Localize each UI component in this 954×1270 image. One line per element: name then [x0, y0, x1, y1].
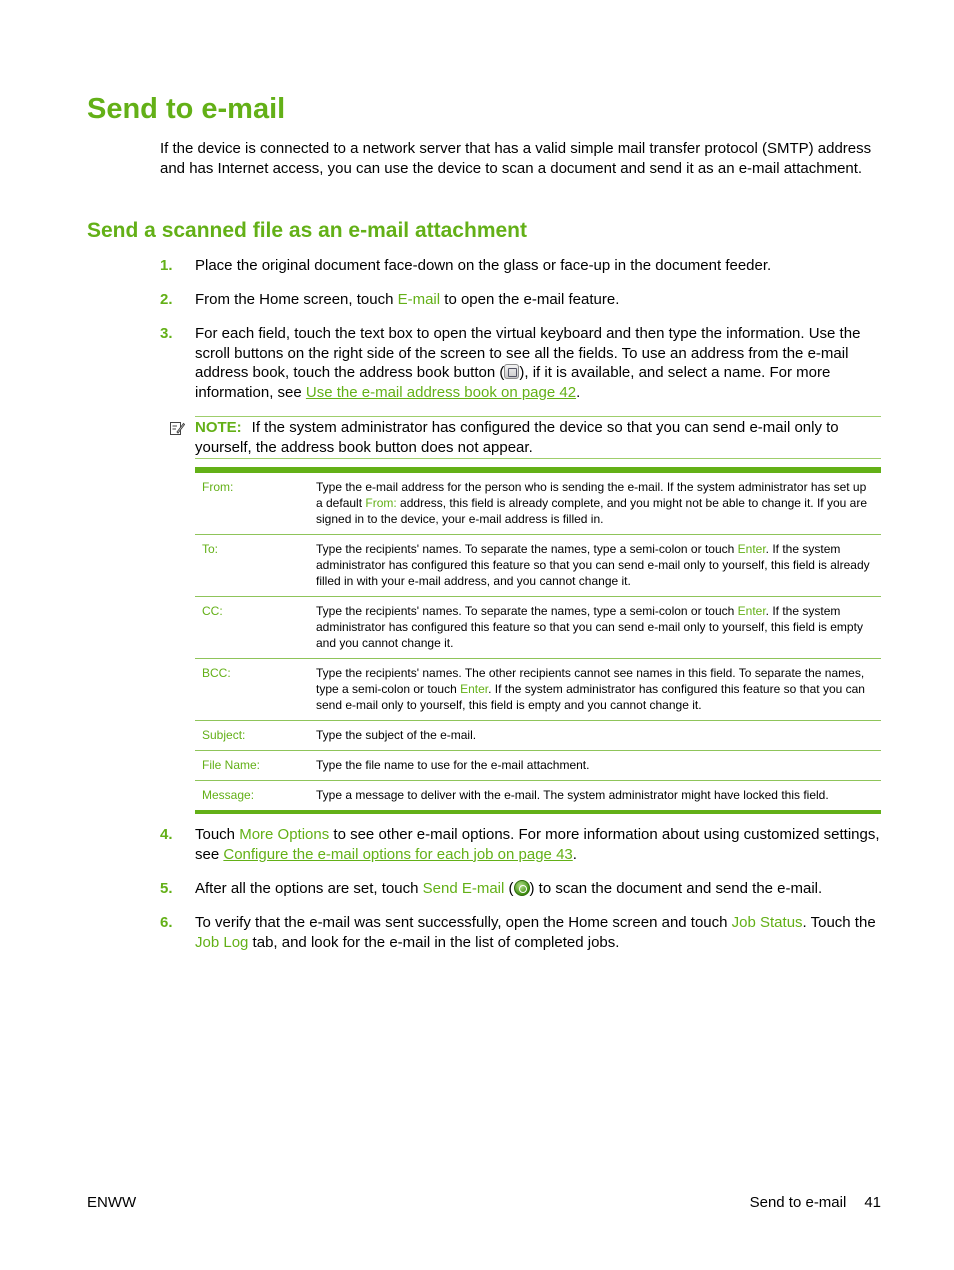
ui-term-job-log: Job Log	[195, 933, 249, 951]
step-number: 2.	[160, 291, 173, 308]
send-email-icon	[514, 880, 530, 896]
step-number: 1.	[160, 257, 173, 274]
footer-right	[750, 1193, 881, 1212]
step-text: to see other e-mail options. For more information about using customized settings, see	[195, 826, 880, 863]
field-name: CC:	[195, 597, 309, 659]
field-name: From:	[202, 480, 234, 494]
step-text: Touch	[195, 826, 240, 843]
ui-term: Enter	[460, 682, 489, 696]
step-text: Place the original document face-down on the glass or face-up in the document feeder.	[195, 257, 772, 274]
field-description: Type the subject of the e-mail.	[309, 721, 881, 751]
desc-text: . If the system administrator has configured this feature so that you can send e-mail only to yourself, this field is empty and you cannot change it.	[316, 604, 863, 650]
field-description: Type a message to deliver with the e-mail. The system administrator might have locked this field.	[309, 781, 881, 813]
ui-term-job-status: Job Status	[731, 914, 803, 931]
desc-text: address, this field is already complete, and you might not be able to change it. If you are signed in to the device, your e-mail address is filled in.	[316, 496, 867, 526]
table-row	[195, 751, 881, 781]
desc-text: Type the recipients' names. To separate the names, type a semi-colon or touch	[316, 604, 738, 618]
ui-term-send-email: Send E-mail	[422, 880, 505, 897]
step-text: To verify that the e-mail was sent successfully, open the Home screen and touch	[195, 914, 732, 931]
step-text: (	[504, 880, 514, 897]
page-title: Send to e-mail	[87, 93, 286, 125]
ui-term: Enter	[737, 542, 766, 556]
step-6	[160, 913, 885, 952]
field-name: Message:	[195, 781, 309, 813]
desc-text: Type the e-mail address for the person who is sending the e-mail. If the system administrator has set up a default	[316, 480, 867, 510]
step-number: 4.	[160, 826, 173, 843]
step-4	[160, 825, 885, 864]
step-text: . Touch the	[802, 914, 876, 931]
field-description	[309, 470, 881, 535]
step-5	[160, 879, 885, 899]
note-text: If the system administrator has configured the device so that you can send e-mail only to yourself, the address book button does not appear.	[195, 419, 839, 456]
step-text: For each field, touch the text box to open the virtual keyboard and then type the information. Use the scroll buttons on the right side of the screen to see all the fields. To use an address from the e-mail address book, touch the address book button (	[195, 325, 861, 381]
step-number: 6.	[160, 914, 173, 931]
table-row	[195, 781, 881, 813]
step-text: ), if it is available, and select a name. For more information, see	[195, 364, 831, 401]
desc-text: . If the system administrator has configured this feature so that you can send e-mail only to yourself, this field is empty and you cannot change it.	[316, 682, 865, 712]
field-description	[309, 659, 881, 721]
step-number: 5.	[160, 880, 173, 897]
intro-paragraph: If the device is connected to a network server that has a valid simple mail transfer protocol (SMTP) address and has Internet access, you can use the device to scan a document and send it as an e-mail attachment.	[160, 140, 872, 177]
step-text: ) to scan the document and send the e-mail.	[529, 880, 823, 897]
table-row	[195, 659, 881, 721]
field-description	[309, 597, 881, 659]
desc-text: Type the recipients' names. To separate the names, type a semi-colon or touch	[316, 542, 738, 556]
field-description	[309, 535, 881, 597]
ui-term: Enter	[737, 604, 766, 618]
section-heading: Send a scanned file as an e-mail attachment	[87, 219, 527, 242]
step-text: From the Home screen, touch	[195, 291, 398, 308]
step-2	[160, 290, 885, 310]
step-text: .	[572, 845, 577, 863]
link-configure-options[interactable]: Configure the e-mail options for each job on page 43	[223, 845, 573, 863]
ui-term: From:	[365, 496, 397, 510]
note-pencil-icon	[169, 420, 185, 436]
step-text: After all the options are set, touch	[195, 880, 423, 897]
step-text: .	[576, 383, 581, 401]
link-address-book[interactable]: Use the e-mail address book on page 42	[305, 383, 577, 401]
step-1	[160, 256, 885, 276]
footer-section-title: Send to e-mail	[749, 1194, 847, 1211]
footer-left: ENWW	[87, 1194, 137, 1211]
email-fields-table	[195, 467, 881, 814]
step-text: to open the e-mail feature.	[440, 291, 620, 308]
ui-term-email: E-mail	[397, 291, 441, 308]
desc-text: . If the system administrator has configured this feature so that you can send e-mail only to yourself, this field is already filled in with your e-mail address, and you cannot change it.	[316, 542, 870, 588]
desc-text: Type the recipients' names. The other recipients cannot see names in this field. To separate the names, type a semi-colon or touch	[316, 666, 865, 696]
step-3	[160, 324, 885, 402]
field-name: Subject:	[195, 721, 309, 751]
note-box	[195, 416, 881, 459]
step-number: 3.	[160, 325, 173, 342]
table-row	[195, 721, 881, 751]
field-description: Type the file name to use for the e-mail attachment.	[309, 751, 881, 781]
field-name: BCC:	[195, 659, 309, 721]
table-row	[195, 470, 881, 535]
address-book-icon	[504, 364, 519, 379]
note-label: NOTE:	[195, 419, 242, 436]
ui-term-more-options: More Options	[239, 826, 330, 843]
page-number: 41	[864, 1194, 881, 1211]
field-name: File Name:	[195, 751, 309, 781]
step-text: tab, and look for the e-mail in the list of completed jobs.	[248, 933, 620, 951]
field-name: To:	[195, 535, 309, 597]
table-row	[195, 597, 881, 659]
table-row	[195, 535, 881, 597]
